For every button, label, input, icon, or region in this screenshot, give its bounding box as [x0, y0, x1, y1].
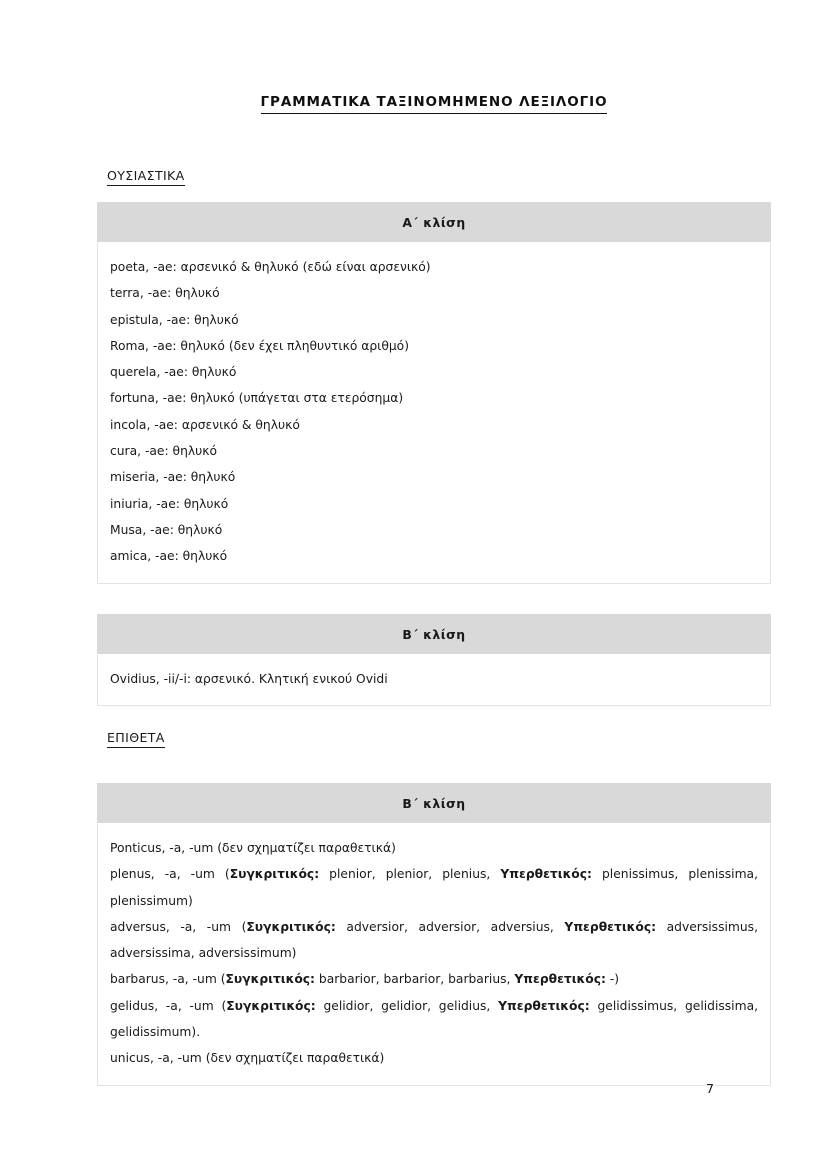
section-heading-adjectives [107, 730, 165, 748]
table-nouns-first-declension [97, 202, 771, 584]
list-item [110, 861, 758, 914]
superlative-forms: adversissimus, adversissima, adversissimum) [110, 919, 758, 961]
adjective-lemma: barbarus, -a, -um ( [110, 972, 226, 987]
list-item [110, 966, 758, 992]
list-item: terra, -ae: θηλυκό [110, 286, 220, 301]
list-item: Musa, -ae: θηλυκό [110, 522, 223, 537]
table-header-cell: Α΄ κλίση [98, 203, 771, 243]
page-title-text: ΓΡΑΜΜΑΤΙΚΑ ΤΑΞΙΝΟΜΗΜΕΝΟ ΛΕΞΙΛΟΓΙΟ [261, 95, 608, 114]
list-item: Roma, -ae: θηλυκό (δεν έχει πληθυντικό αριθμό) [110, 338, 410, 353]
list-item [110, 914, 758, 967]
adjective-lemma: plenus, -a, -um ( [110, 867, 230, 882]
table-header-cell: Β΄ κλίση [98, 615, 771, 655]
list-item: amica, -ae: θηλυκό [110, 549, 228, 564]
list-item: fortuna, -ae: θηλυκό (υπάγεται στα ετερόσημα) [110, 391, 404, 406]
section-heading-nouns-label: ΟΥΣΙΑΣΤΙΚΑ [107, 168, 185, 186]
superlative-label: Υπερθετικός: [498, 998, 590, 1013]
adjective-lemma: adversus, -a, -um ( [110, 919, 247, 934]
table-adjectives-second-declension [97, 783, 771, 1086]
list-item: querela, -ae: θηλυκό [110, 365, 237, 380]
table-body-row [98, 655, 771, 706]
adjective-lemma: Ponticus, -a, -um (δεν σχηματίζει παραθετικά) [110, 841, 396, 855]
superlative-forms: gelidissimus, gelidissima, gelidissimum). [110, 998, 759, 1040]
comparative-label: Συγκριτικός: [229, 867, 320, 882]
list-item: epistula, -ae: θηλυκό [110, 312, 239, 327]
list-item: cura, -ae: θηλυκό [110, 444, 218, 459]
section-heading-nouns [107, 168, 185, 186]
table-header-row [98, 784, 771, 824]
table-body-row [98, 243, 771, 584]
table-header-row [98, 203, 771, 243]
superlative-label: Υπερθετικός: [500, 867, 592, 882]
table-header-row [98, 615, 771, 655]
comparative-forms: plenior, plenior, plenius, [319, 867, 501, 882]
list-item: miseria, -ae: θηλυκό [110, 470, 236, 485]
table-nouns-second-declension [97, 614, 771, 706]
list-item: Ovidius, -ii/-i: αρσενικό. Κλητική ενικού Ovidi [110, 672, 388, 686]
list-item [110, 993, 758, 1046]
adjective-lemma: unicus, -a, -um (δεν σχηματίζει παραθετικά) [110, 1051, 385, 1066]
table-body-cell [98, 655, 771, 706]
comparative-forms: barbarior, barbarior, barbarius, [314, 972, 515, 987]
superlative-label: Υπερθετικός: [564, 919, 657, 934]
list-item: iniuria, -ae: θηλυκό [110, 496, 229, 511]
superlative-forms: plenissimus, plenissima, plenissimum) [110, 867, 758, 908]
table-header-cell: Β΄ κλίση [98, 784, 771, 824]
table-body-cell [98, 824, 771, 1086]
comparative-forms: adversior, adversior, adversius, [335, 919, 565, 934]
comparative-label: Συγκριτικός: [246, 919, 336, 934]
page-number: 7 [705, 1081, 714, 1096]
page-title [97, 94, 771, 114]
list-item: poeta, -ae: αρσενικό & θηλυκό (εδώ είναι αρσενικό) [110, 260, 431, 274]
list-item [110, 1045, 758, 1071]
list-item [110, 835, 758, 861]
section-heading-adjectives-label: ΕΠΙΘΕΤΑ [107, 730, 165, 748]
table-body-row [98, 824, 771, 1086]
list-item: incola, -ae: αρσενικό & θηλυκό [110, 417, 300, 432]
comparative-forms: gelidior, gelidior, gelidius, [315, 998, 499, 1013]
superlative-forms: -) [605, 972, 620, 987]
table-body-cell [98, 243, 771, 584]
comparative-label: Συγκριτικός: [225, 972, 315, 987]
adjective-lemma: gelidus, -a, -um ( [110, 998, 227, 1013]
superlative-label: Υπερθετικός: [514, 972, 606, 987]
comparative-label: Συγκριτικός: [226, 998, 316, 1013]
